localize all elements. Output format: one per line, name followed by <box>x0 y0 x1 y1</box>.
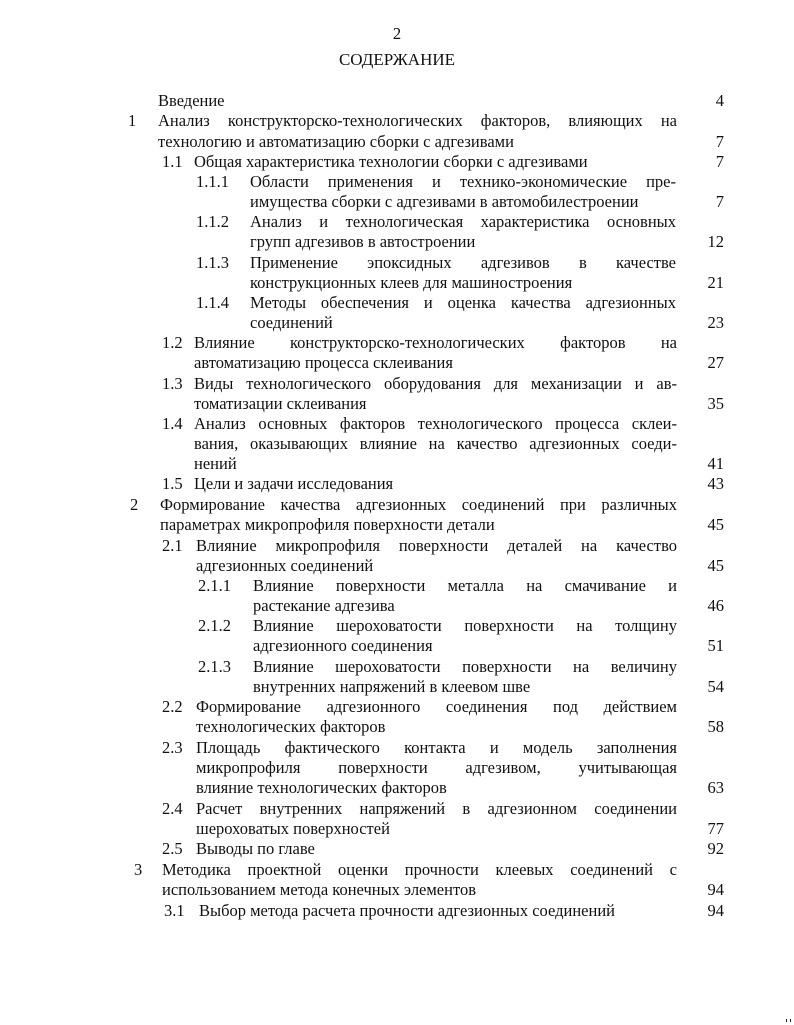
toc-s1-1-3-page: 21 <box>707 273 724 292</box>
toc-s1-number: 1 <box>128 111 137 130</box>
toc-s1-1-3-title-line1: Применение эпоксидных адгезивов в качестве <box>250 253 676 272</box>
toc-s2-4-title-line2: шероховатых поверхностей <box>196 819 390 838</box>
toc-s2-2-title-line2: технологических факторов <box>196 717 386 736</box>
toc-s1-1-1-page: 7 <box>715 192 724 211</box>
toc-s1-3-page: 35 <box>707 394 724 413</box>
toc-s2-1-3-number: 2.1.3 <box>198 657 231 676</box>
toc-s2-1-2-page: 51 <box>707 636 724 655</box>
page-number: 2 <box>392 24 402 43</box>
toc-s2-1-2-number: 2.1.2 <box>198 616 231 635</box>
toc-s2-4-page: 77 <box>707 819 724 838</box>
toc-s2-1-1-page: 46 <box>707 596 724 615</box>
toc-s1-1-page: 7 <box>715 152 724 171</box>
toc-s1-1-1-number: 1.1.1 <box>196 172 229 191</box>
toc-s1-4-page: 41 <box>707 454 724 473</box>
toc-s1-1-4-title-line1: Методы обеспечения и оценка качества адгезионных <box>250 293 676 312</box>
toc-s2-1-3-title-line2: внутренних напряжений в клеевом шве <box>253 677 531 696</box>
toc-s1-1-4-title-line2: соединений <box>250 313 333 332</box>
toc-s2-3-title-line2: микропрофиля поверхности адгезивом, учитывающая <box>196 758 677 777</box>
toc-s1-2-title-line2: автоматизацию процесса склеивания <box>194 353 453 372</box>
toc-s2-1-1-number: 2.1.1 <box>198 576 231 595</box>
toc-s1-3-title-line1: Виды технологического оборудования для механизации и ав- <box>194 374 677 393</box>
toc-s1-page: 7 <box>715 132 724 151</box>
toc-s1-5-number: 1.5 <box>162 474 183 493</box>
toc-s2-number: 2 <box>130 495 139 514</box>
toc-s1-2-title-line1: Влияние конструкторско-технологических факторов на <box>194 333 677 352</box>
toc-s1-1-1-title-line1: Области применения и технико-экономические пре- <box>250 172 676 191</box>
toc-intro-title: Введение <box>158 91 225 110</box>
toc-s1-1-4-page: 23 <box>707 313 724 332</box>
toc-s2-4-title-line1: Расчет внутренних напряжений в адгезионном соединении <box>196 799 677 818</box>
toc-s1-1-4-number: 1.1.4 <box>196 293 229 312</box>
toc-s2-5-title: Выводы по главе <box>196 839 315 858</box>
toc-s2-1-3-page: 54 <box>707 677 724 696</box>
toc-s1-3-title-line2: томатизации склеивания <box>194 394 367 413</box>
toc-s1-1-number: 1.1 <box>162 152 183 171</box>
toc-s2-3-title-line1: Площадь фактического контакта и модель заполнения <box>196 738 677 757</box>
toc-s2-1-number: 2.1 <box>162 536 183 555</box>
toc-s3-1-number: 3.1 <box>164 901 185 920</box>
toc-s1-1-2-title-line1: Анализ и технологическая характеристика основных <box>250 212 676 231</box>
toc-s1-1-title: Общая характеристика технологии сборки с адгезивами <box>194 152 588 171</box>
toc-s3-1-page: 94 <box>707 901 724 920</box>
toc-s1-1-3-title-line2: конструкционных клеев для машиностроения <box>250 273 573 292</box>
toc-s2-title-line1: Формирование качества адгезионных соединений при различных <box>160 495 677 514</box>
toc-s1-4-title-line1: Анализ основных факторов технологического процесса склеи- <box>194 414 677 433</box>
toc-s2-title-line2: параметрах микропрофиля поверхности детали <box>160 515 495 534</box>
toc-s1-1-3-number: 1.1.3 <box>196 253 229 272</box>
toc-s1-title-line2: технологию и автоматизацию сборки с адгезивами <box>158 132 514 151</box>
toc-s2-1-2-title-line1: Влияние шероховатости поверхности на толщину <box>253 616 677 635</box>
toc-s1-5-page: 43 <box>707 474 724 493</box>
toc-s3-title-line1: Методика проектной оценки прочности клеевых соединений с <box>162 860 677 879</box>
toc-s3-number: 3 <box>134 860 143 879</box>
toc-s2-1-title-line1: Влияние микропрофиля поверхности деталей на качество <box>196 536 677 555</box>
toc-s3-title-line2: использованием метода конечных элементов <box>162 880 476 899</box>
toc-s1-1-2-number: 1.1.2 <box>196 212 229 231</box>
toc-s1-2-page: 27 <box>707 353 724 372</box>
page-title: СОДЕРЖАНИЕ <box>338 50 456 69</box>
toc-s3-1-title: Выбор метода расчета прочности адгезионных соединений <box>199 901 615 920</box>
toc-s2-3-number: 2.3 <box>162 738 183 757</box>
toc-intro-page: 4 <box>715 91 724 110</box>
toc-s2-1-1-title-line2: растекание адгезива <box>253 596 395 615</box>
toc-s1-4-number: 1.4 <box>162 414 183 433</box>
toc-s1-1-1-title-line2: имущества сборки с адгезивами в автомобилестроении <box>250 192 639 211</box>
toc-s2-page: 45 <box>707 515 724 534</box>
toc-s2-4-number: 2.4 <box>162 799 183 818</box>
scan-mark <box>786 1019 787 1022</box>
toc-s3-page: 94 <box>707 880 724 899</box>
toc-s2-3-title-line3: влияние технологических факторов <box>196 778 447 797</box>
toc-s2-2-number: 2.2 <box>162 697 183 716</box>
toc-s1-1-2-page: 12 <box>707 232 724 251</box>
toc-s2-1-3-title-line1: Влияние шероховатости поверхности на величину <box>253 657 677 676</box>
toc-s2-2-title-line1: Формирование адгезионного соединения под действием <box>196 697 677 716</box>
toc-s2-2-page: 58 <box>707 717 724 736</box>
toc-s1-4-title-line3: нений <box>194 454 237 473</box>
toc-s2-5-page: 92 <box>707 839 724 858</box>
toc-s2-1-2-title-line2: адгезионного соединения <box>253 636 433 655</box>
scan-mark <box>790 1019 791 1022</box>
toc-s2-3-page: 63 <box>707 778 724 797</box>
toc-s1-5-title: Цели и задачи исследования <box>194 474 394 493</box>
toc-s1-2-number: 1.2 <box>162 333 183 352</box>
toc-s1-1-2-title-line2: групп адгезивов в автостроении <box>250 232 476 251</box>
toc-s2-1-1-title-line1: Влияние поверхности металла на смачивание и <box>253 576 677 595</box>
toc-s2-1-page: 45 <box>707 556 724 575</box>
toc-s1-4-title-line2: вания, оказывающих влияние на качество адгезионных соеди- <box>194 434 677 453</box>
toc-s1-3-number: 1.3 <box>162 374 183 393</box>
toc-s2-5-number: 2.5 <box>162 839 183 858</box>
toc-s1-title-line1: Анализ конструкторско-технологических факторов, влияющих на <box>158 111 677 130</box>
toc-s2-1-title-line2: адгезионных соединений <box>196 556 374 575</box>
